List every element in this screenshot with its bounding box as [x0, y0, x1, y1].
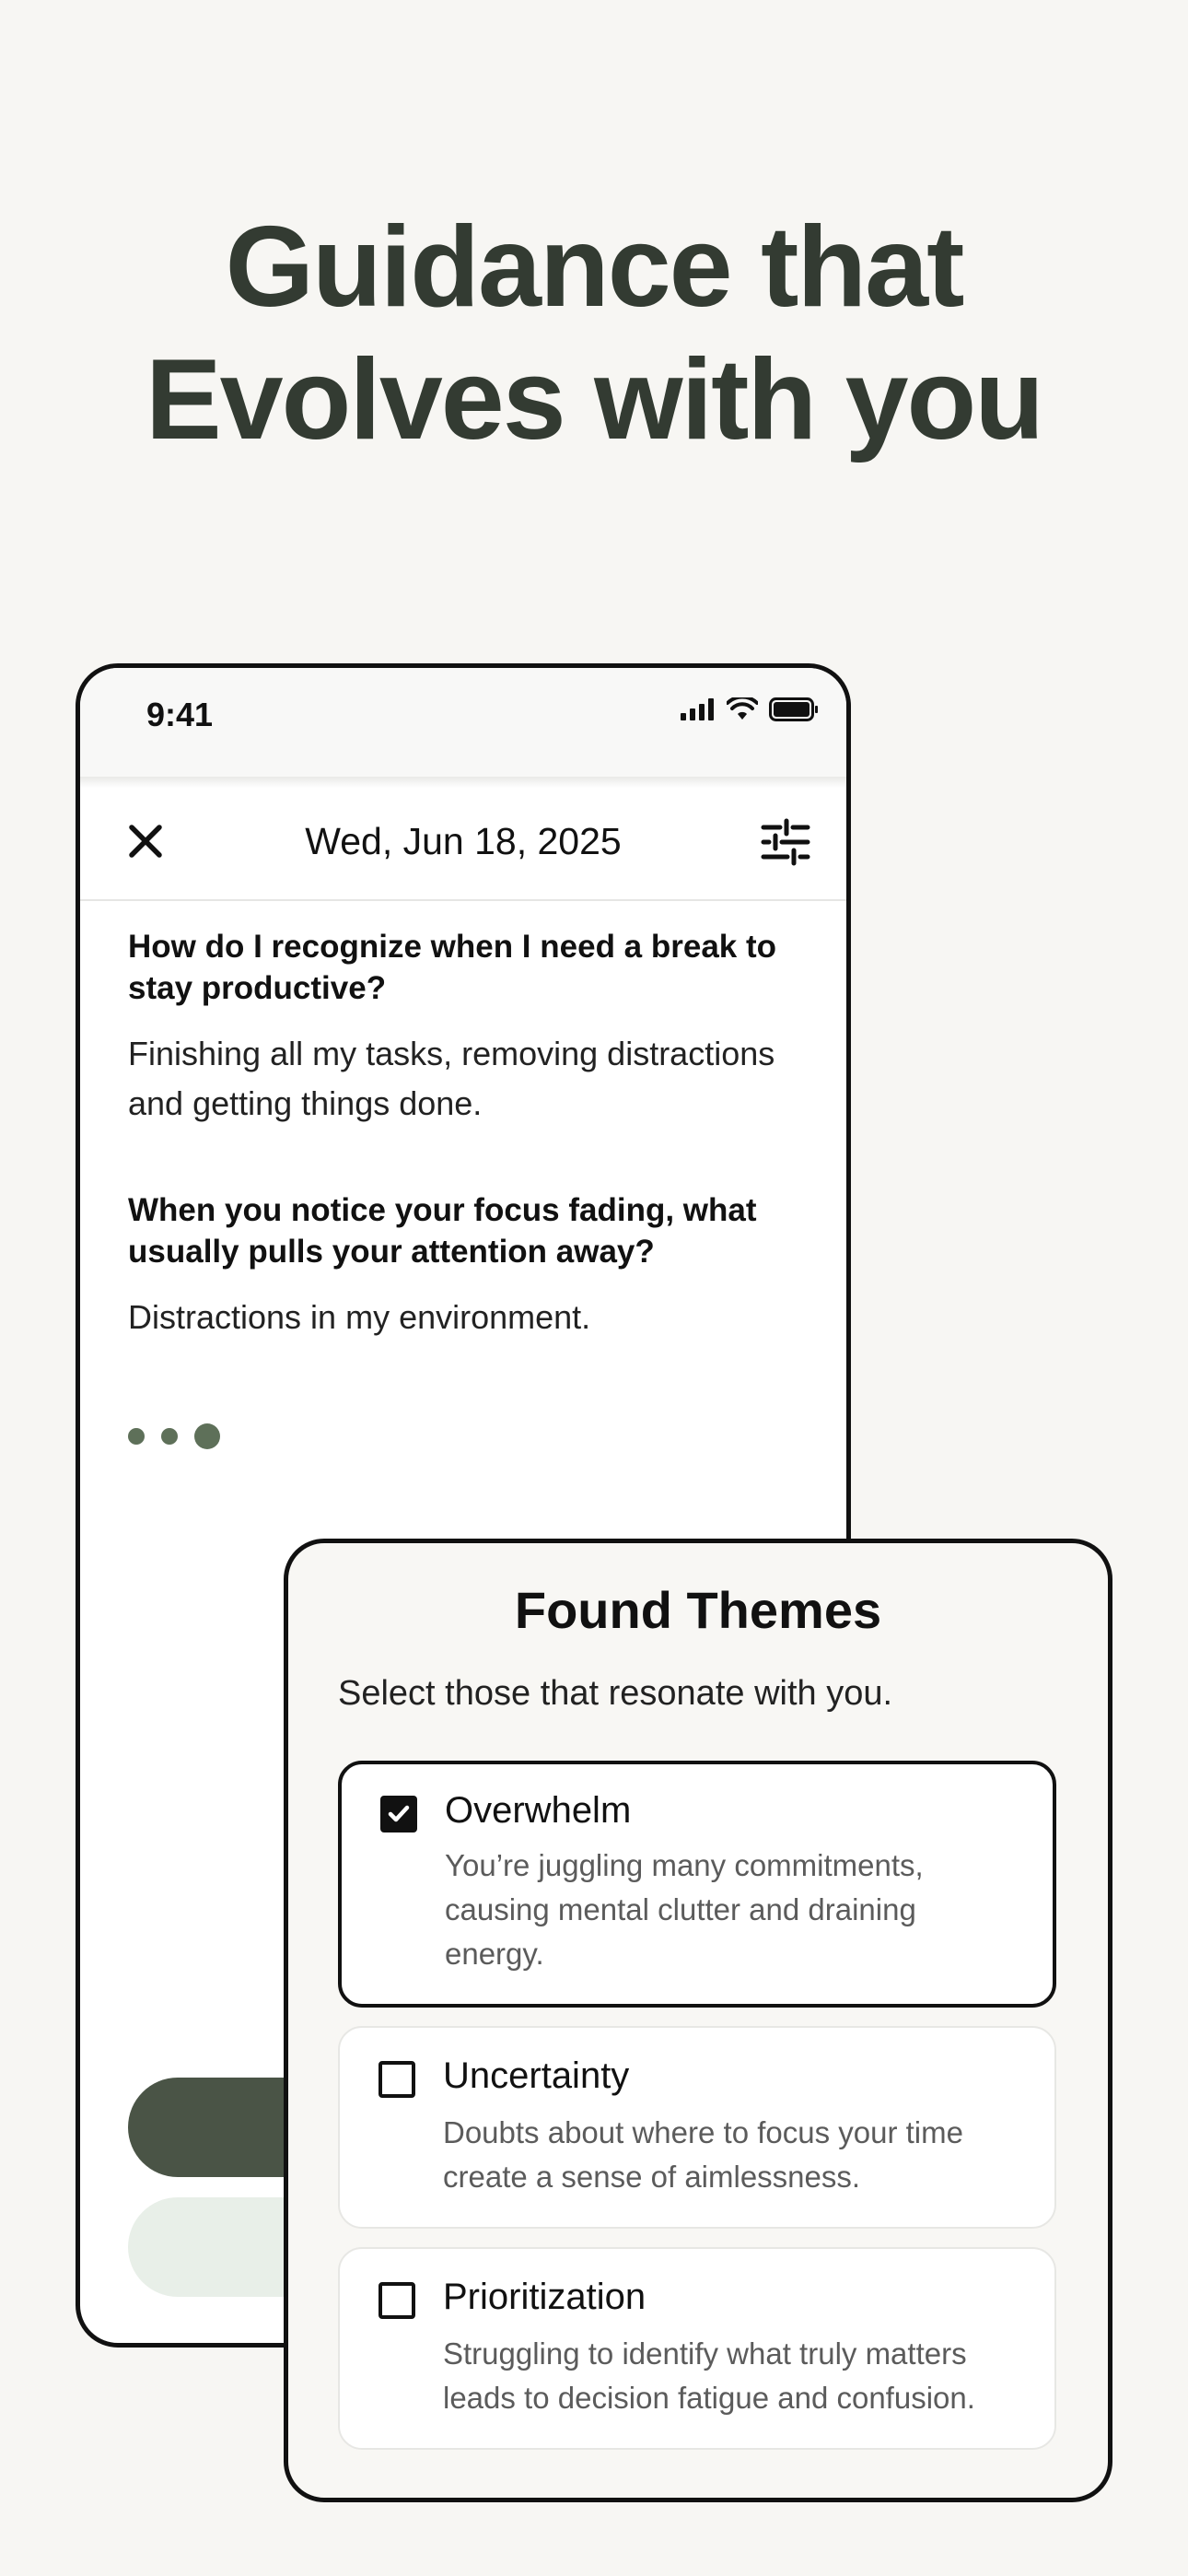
status-icons — [681, 697, 819, 721]
headline-line-2: Evolves with you — [145, 336, 1043, 463]
status-bar — [80, 668, 846, 779]
checkmark-icon — [386, 1801, 412, 1827]
typing-dot — [161, 1428, 178, 1445]
journal-date: Wed, Jun 18, 2025 — [305, 820, 622, 862]
theme-option-overwhelm[interactable] — [338, 1761, 1056, 2008]
checkbox[interactable] — [379, 2061, 415, 2098]
headline — [0, 201, 1188, 466]
themes-title: Found Themes — [514, 1581, 882, 1639]
wifi-icon — [727, 697, 758, 721]
signal-icon — [681, 698, 716, 720]
themes-subtitle: Select those that resonate with you. — [338, 1674, 893, 1713]
question-2: When you notice your focus fading, what usually pulls your attention away? — [128, 1192, 757, 1270]
headline-line-1: Guidance that — [225, 204, 963, 331]
theme-description: You’re juggling many commitments, causing mental clutter and draining energy. — [445, 1848, 924, 1971]
theme-description: Struggling to identify what truly matters leads to decision fatigue and confusion. — [443, 2336, 975, 2415]
checkbox-checked[interactable] — [380, 1796, 417, 1832]
theme-description: Doubts about where to focus your time create a sense of aimlessness. — [443, 2115, 963, 2194]
sliders-icon[interactable] — [760, 818, 811, 866]
typing-dot — [128, 1428, 145, 1445]
theme-option-uncertainty[interactable] — [338, 2026, 1056, 2229]
journal-navbar — [80, 783, 846, 901]
theme-title: Prioritization — [443, 2277, 646, 2317]
answer-2: Distractions in my environment. — [128, 1298, 591, 1336]
typing-indicator — [128, 1423, 220, 1449]
found-themes-card — [284, 1539, 1112, 2502]
answer-1: Finishing all my tasks, removing distractions and getting things done. — [128, 1035, 775, 1122]
question-1: How do I recognize when I need a break to stay productive? — [128, 929, 777, 1006]
status-time: 9:41 — [146, 696, 214, 733]
typing-dot — [194, 1423, 220, 1449]
theme-title: Uncertainty — [443, 2055, 630, 2096]
theme-option-prioritization[interactable] — [338, 2247, 1056, 2450]
battery-icon — [769, 697, 819, 721]
checkbox[interactable] — [379, 2282, 415, 2319]
journal-content — [128, 926, 809, 1342]
theme-title: Overwhelm — [445, 1790, 632, 1831]
